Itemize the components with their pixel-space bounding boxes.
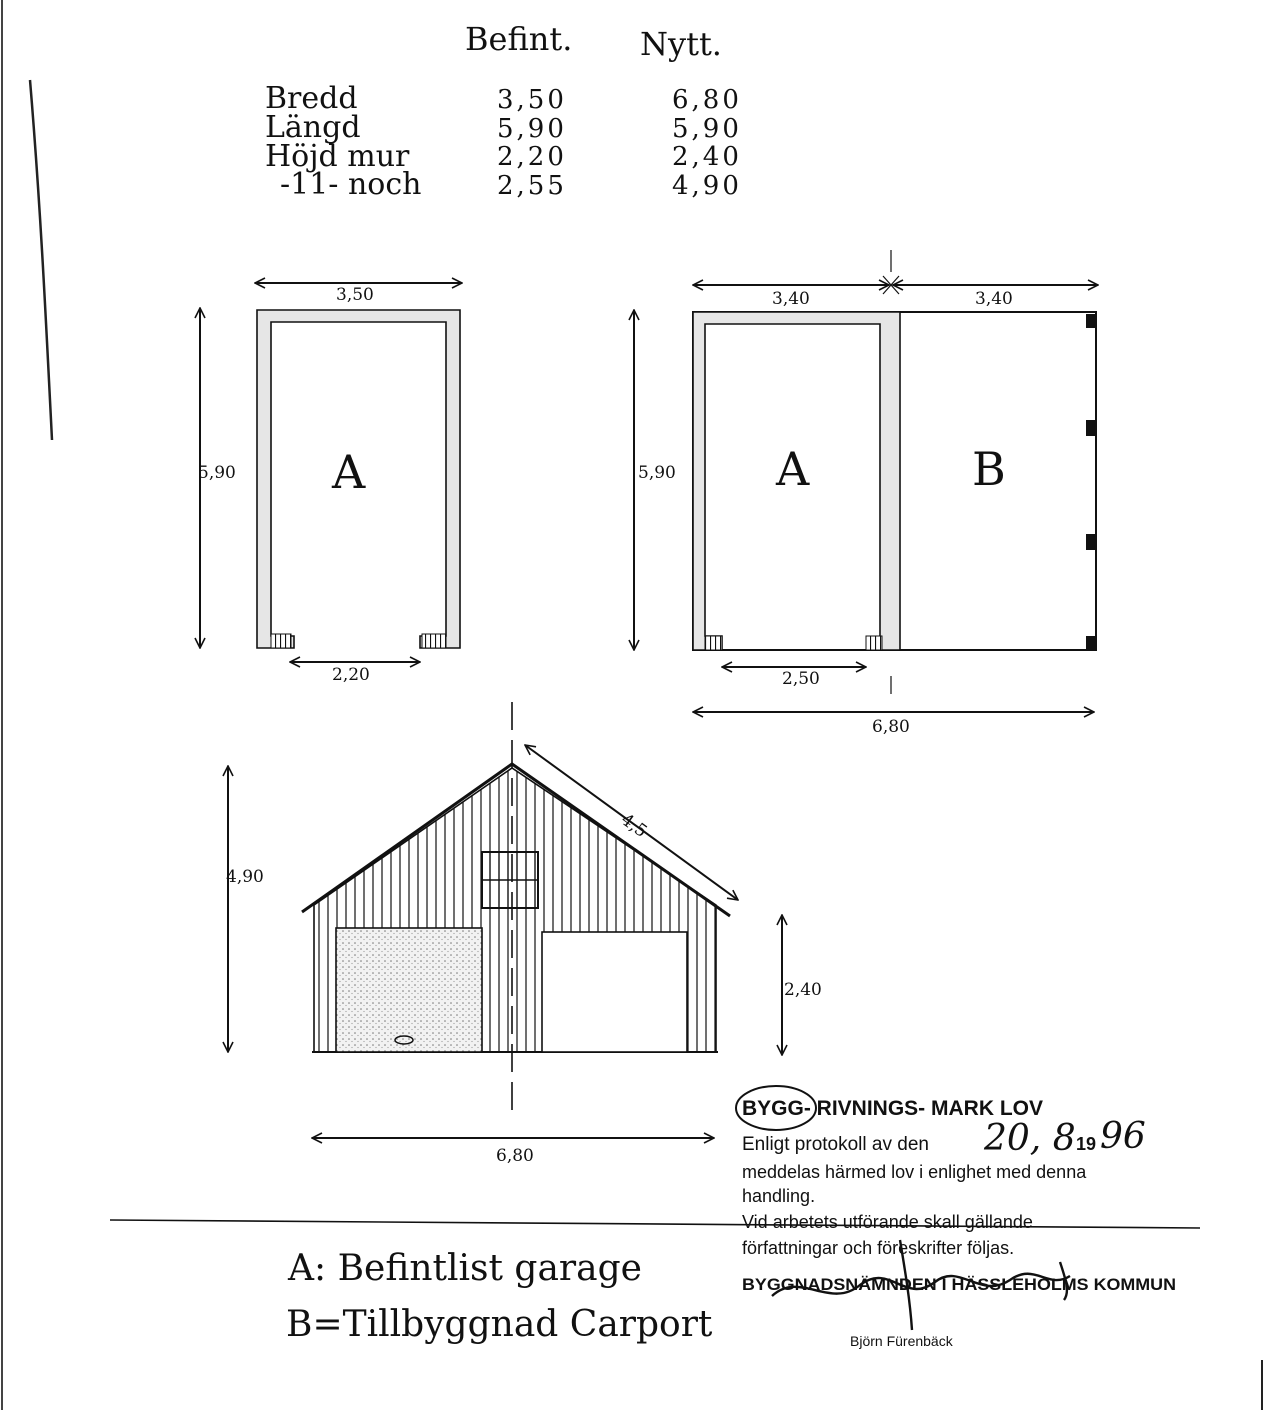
stamp-year: 96 — [1100, 1116, 1146, 1157]
elevation-width-label: 6,80 — [496, 1146, 534, 1166]
separator-line — [110, 1220, 1200, 1228]
width-b-label: 3,40 — [975, 289, 1013, 309]
rafter-label: 4,5 — [617, 809, 651, 842]
plan-new — [634, 250, 1098, 737]
cell-existing: 5,90 — [497, 114, 567, 144]
row-label: -11- noch — [280, 167, 422, 202]
stamp-line3: handling. — [742, 1186, 816, 1206]
cell-existing: 2,20 — [497, 142, 567, 172]
wall-height-label: 2,40 — [784, 980, 822, 1000]
door-jamb-right — [422, 634, 446, 648]
cell-new: 5,90 — [672, 114, 742, 144]
cell-new: 4,90 — [672, 171, 742, 201]
room-label-a: A — [776, 442, 810, 496]
width-a-label: 3,40 — [772, 289, 810, 309]
stamp-line5: författningar och föreskrifter följas. — [742, 1238, 1015, 1258]
cell-new: 6,80 — [672, 85, 742, 115]
legend-line-a: A: Befintlist garage — [288, 1248, 642, 1289]
stamp-line1: Enligt protokoll av den — [742, 1134, 929, 1155]
width-label: 3,50 — [336, 285, 374, 305]
row-label: Bredd — [265, 81, 358, 116]
approval-stamp — [736, 1086, 1176, 1349]
length-label: 5,90 — [198, 463, 236, 483]
door-jamb-right — [866, 636, 882, 650]
stamp-line6: BYGGNADSNÄMNDEN I HÄSSLEHOLMS KOMMUN — [742, 1275, 1176, 1294]
room-label-a: A — [332, 445, 366, 499]
door-jamb-left — [705, 636, 722, 650]
stamp-signer: Björn Fürenbäck — [850, 1333, 953, 1349]
plan-existing — [198, 283, 462, 685]
stamp-date: 20, 8 — [984, 1118, 1076, 1159]
legend-line-b: B=Tillbyggnad Carport — [286, 1304, 713, 1345]
door-label: 2,50 — [782, 669, 820, 689]
row-label: Höjd mur — [265, 139, 410, 174]
stamp-title: BYGG- RIVNINGS- MARK LOV — [742, 1097, 1044, 1120]
stamp-year-prefix: 19 — [1076, 1134, 1097, 1154]
room-label-b: B — [972, 442, 1006, 496]
col-existing-header: Befint. — [465, 20, 573, 58]
dimension-table — [265, 20, 742, 202]
row-label: Längd — [265, 110, 361, 145]
scan-border — [2, 0, 1262, 1410]
stamp-line4: Vid arbetets utförande skall gällande — [742, 1212, 1033, 1232]
cell-existing: 2,55 — [497, 171, 567, 201]
carport-post — [1086, 534, 1095, 550]
garage-door — [336, 928, 482, 1052]
length-label: 5,90 — [638, 463, 676, 483]
carport-post — [1086, 314, 1095, 328]
cell-existing: 3,50 — [497, 85, 567, 115]
elevation — [226, 702, 822, 1166]
height-label: 4,90 — [226, 867, 264, 887]
total-width-label: 6,80 — [872, 717, 910, 737]
legend — [286, 1248, 713, 1345]
door-label: 2,20 — [332, 665, 370, 685]
carport-post — [1086, 636, 1095, 650]
carport-opening — [542, 932, 687, 1052]
cell-new: 2,40 — [672, 142, 742, 172]
carport-post — [1086, 420, 1095, 436]
col-new-header: Nytt. — [640, 25, 722, 63]
stamp-line2: meddelas härmed lov i enlighet med denna — [742, 1162, 1087, 1182]
door-jamb-left — [271, 634, 291, 648]
